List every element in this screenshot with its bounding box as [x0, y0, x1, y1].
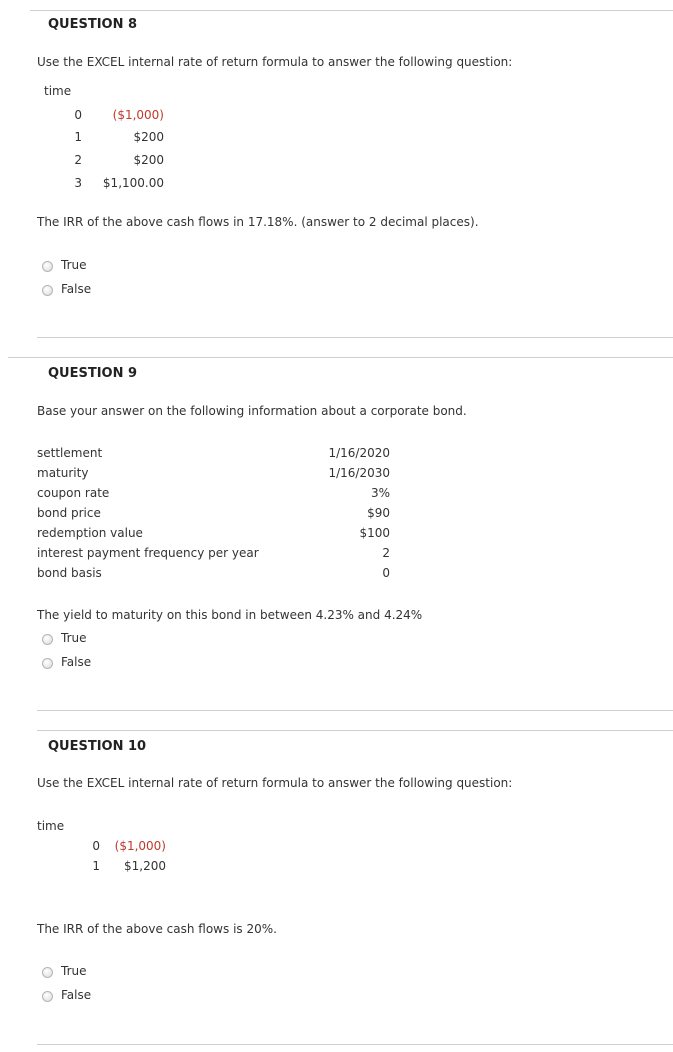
- bottom-divider: [37, 1044, 673, 1045]
- bond-field-value: 0: [382, 566, 390, 580]
- bond-field-label: maturity: [37, 466, 89, 480]
- radio-false[interactable]: [42, 658, 53, 669]
- question-divider: [37, 337, 673, 338]
- time-value: 2: [74, 153, 82, 167]
- radio-true[interactable]: [42, 261, 53, 272]
- time-label: time: [44, 84, 72, 98]
- option-false-label[interactable]: False: [61, 988, 92, 1002]
- time-value: 0: [92, 839, 100, 853]
- cash-flow-value: ($1,000): [114, 839, 166, 853]
- option-true-label[interactable]: True: [61, 258, 87, 272]
- bond-field-label: redemption value: [37, 526, 143, 540]
- question-8-title: QUESTION 8: [48, 17, 138, 32]
- question-10-title: QUESTION 10: [48, 739, 147, 754]
- time-value: 1: [92, 859, 100, 873]
- bond-field-value: 1/16/2020: [328, 446, 390, 460]
- option-false-label[interactable]: False: [61, 282, 92, 296]
- time-value: 1: [74, 130, 82, 144]
- cash-flow-value: $1,100.00: [102, 176, 164, 190]
- bond-field-value: 1/16/2030: [328, 466, 390, 480]
- question-8-prompt: Use the EXCEL internal rate of return formula to answer the following question:: [37, 55, 513, 69]
- option-true-label[interactable]: True: [61, 964, 87, 978]
- bond-field-value: 2: [382, 546, 390, 560]
- cash-flow-value: ($1,000): [112, 108, 164, 122]
- time-value: 0: [74, 108, 82, 122]
- bond-field-value: 3%: [370, 486, 390, 500]
- bond-field-value: $90: [367, 506, 390, 520]
- radio-true[interactable]: [42, 967, 53, 978]
- question-10-prompt: Use the EXCEL internal rate of return formula to answer the following question:: [37, 776, 513, 790]
- bond-field-label: coupon rate: [37, 486, 110, 500]
- question-divider: [37, 730, 673, 731]
- question-divider: [37, 710, 673, 711]
- question-9-statement: The yield to maturity on this bond in between 4.23% and 4.24%: [37, 608, 423, 622]
- bond-field-label: settlement: [37, 446, 103, 460]
- option-true-label[interactable]: True: [61, 631, 87, 645]
- question-8-statement: The IRR of the above cash flows in 17.18%. (answer to 2 decimal places).: [37, 215, 479, 229]
- radio-true[interactable]: [42, 634, 53, 645]
- cash-flow-value: $200: [133, 130, 164, 144]
- bond-field-label: bond basis: [37, 566, 102, 580]
- bond-field-value: $100: [359, 526, 390, 540]
- option-false-label[interactable]: False: [61, 655, 92, 669]
- bond-field-label: bond price: [37, 506, 101, 520]
- cash-flow-value: $1,200: [124, 859, 166, 873]
- question-9-prompt: Base your answer on the following information about a corporate bond.: [37, 404, 467, 418]
- question-10-statement: The IRR of the above cash flows is 20%.: [37, 922, 277, 936]
- question-9-title: QUESTION 9: [48, 366, 138, 381]
- bond-field-label: interest payment frequency per year: [37, 546, 259, 560]
- radio-false[interactable]: [42, 285, 53, 296]
- question-divider: [8, 357, 673, 358]
- time-label: time: [37, 819, 65, 833]
- time-value: 3: [74, 176, 82, 190]
- radio-false[interactable]: [42, 991, 53, 1002]
- top-divider: [30, 10, 673, 11]
- cash-flow-value: $200: [133, 153, 164, 167]
